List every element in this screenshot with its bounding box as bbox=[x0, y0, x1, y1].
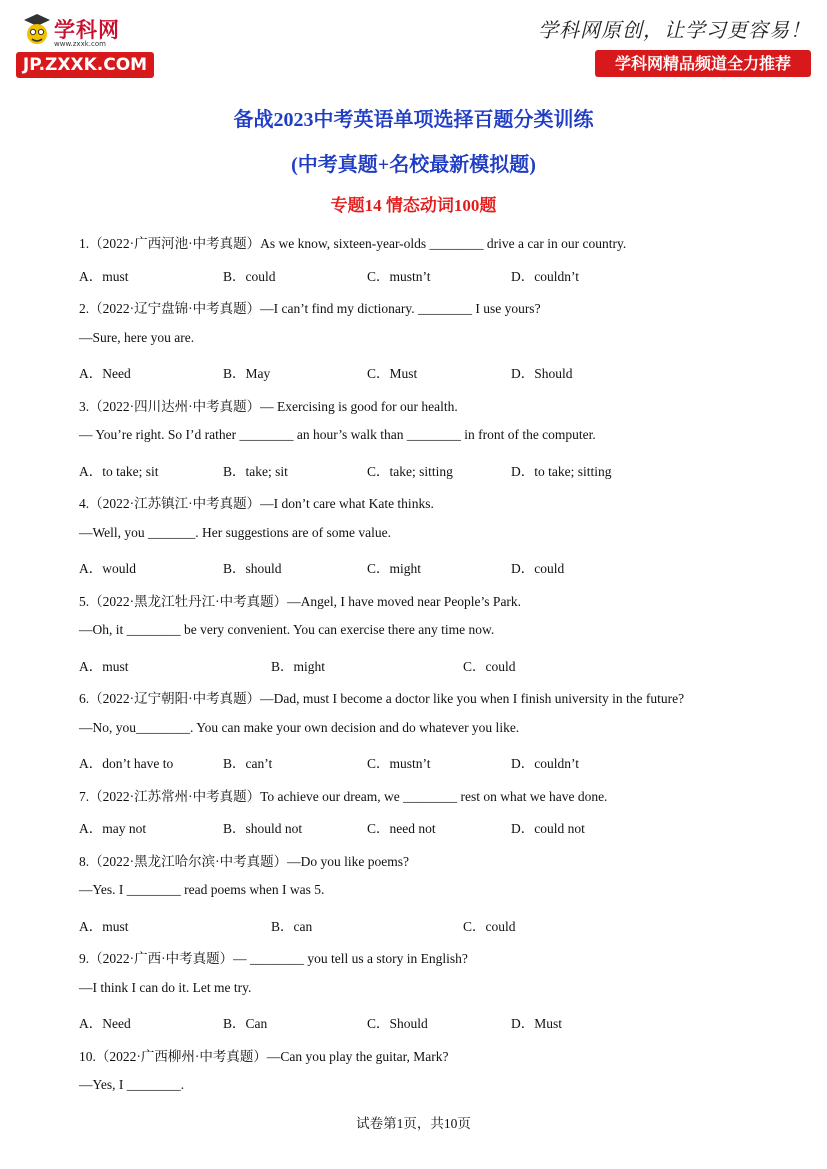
recommend-banner: 学科网精品频道全力推荐 bbox=[595, 50, 811, 77]
question-9-option-c: C．Should bbox=[367, 1016, 428, 1031]
question-3-line-2: — You’re right. So I’d rather ________ an hour’s walk than ________ in front of the computer. bbox=[79, 427, 596, 442]
question-2-stem: 2.（2022·辽宁盘锦·中考真题）—I can’t find my dictionary. ________ I use yours? bbox=[79, 301, 541, 316]
question-10-stem: 10.（2022·广西柳州·中考真题）—Can you play the guitar, Mark? bbox=[79, 1049, 449, 1064]
question-8-stem: 8.（2022·黑龙江哈尔滨·中考真题）—Do you like poems? bbox=[79, 854, 409, 869]
logo-url: www.zxxk.com bbox=[54, 40, 106, 48]
logo-name: 学科网 bbox=[54, 18, 120, 42]
question-8-option-a: A．must bbox=[79, 919, 129, 934]
question-6-stem: 6.（2022·辽宁朝阳·中考真题）—Dad, must I become a doctor like you when I finish university in the future? bbox=[79, 691, 685, 706]
logo bbox=[16, 10, 156, 82]
question-10-line-2: —Yes, I ________. bbox=[79, 1077, 185, 1092]
question-5-line-2: —Oh, it ________ be very convenient. You can exercise there any time now. bbox=[79, 622, 495, 637]
question-2-option-c: C．Must bbox=[367, 366, 418, 381]
question-9-option-b: B．Can bbox=[223, 1016, 268, 1031]
question-2-option-d: D．Should bbox=[511, 366, 573, 381]
question-5-option-a: A．must bbox=[79, 659, 129, 674]
question-9-line-2: —I think I can do it. Let me try. bbox=[79, 980, 252, 995]
document-title: 备战2023中考英语单项选择百题分类训练 bbox=[233, 109, 594, 131]
question-4-option-a: A．would bbox=[79, 561, 136, 576]
question-9-option-a: A．Need bbox=[79, 1016, 131, 1031]
question-3-option-a: A．to take; sit bbox=[79, 464, 159, 479]
question-4-line-2: —Well, you _______. Her suggestions are of some value. bbox=[79, 525, 391, 540]
logo-banner: JP.ZXXK.COM bbox=[16, 52, 154, 78]
question-1-option-b: B．could bbox=[223, 269, 276, 284]
question-8-option-b: B．can bbox=[271, 919, 313, 934]
page-footer: 试卷第1页，共10页 bbox=[356, 1116, 471, 1131]
question-6-option-d: D．couldn’t bbox=[511, 756, 579, 771]
question-8-line-2: —Yes. I ________ read poems when I was 5. bbox=[79, 882, 325, 897]
question-5-stem: 5.（2022·黑龙江牡丹江·中考真题）—Angel, I have moved near People’s Park. bbox=[79, 594, 522, 609]
question-7-option-a: A．may not bbox=[79, 821, 147, 836]
question-7-option-b: B．should not bbox=[223, 821, 303, 836]
question-7-option-d: D．could not bbox=[511, 821, 585, 836]
question-4-option-d: D．could bbox=[511, 561, 565, 576]
question-4-stem: 4.（2022·江苏镇江·中考真题）—I don’t care what Kate thinks. bbox=[79, 496, 434, 511]
question-1-option-a: A．must bbox=[79, 269, 129, 284]
document-subtitle: (中考真题+名校最新模拟题) bbox=[291, 154, 536, 176]
graduate-mascot-icon bbox=[22, 12, 52, 50]
question-6-option-c: C．mustn’t bbox=[367, 756, 431, 771]
question-1-stem: 1.（2022·广西河池·中考真题）As we know, sixteen-year-olds ________ drive a car in our country. bbox=[79, 236, 627, 251]
question-5-option-b: B．might bbox=[271, 659, 326, 674]
question-8-option-c: C．could bbox=[463, 919, 516, 934]
question-6-option-a: A．don’t have to bbox=[79, 756, 174, 771]
question-6-option-b: B．can’t bbox=[223, 756, 273, 771]
topic-title: 专题14 情态动词100题 bbox=[330, 196, 497, 215]
question-4-option-b: B．should bbox=[223, 561, 282, 576]
question-7-option-c: C．need not bbox=[367, 821, 436, 836]
question-2-option-a: A．Need bbox=[79, 366, 131, 381]
question-1-option-d: D．couldn’t bbox=[511, 269, 579, 284]
question-2-option-b: B．May bbox=[223, 366, 271, 381]
question-3-option-c: C．take; sitting bbox=[367, 464, 453, 479]
question-3-option-d: D．to take; sitting bbox=[511, 464, 612, 479]
question-2-line-2: —Sure, here you are. bbox=[79, 330, 195, 345]
question-1-option-c: C．mustn’t bbox=[367, 269, 431, 284]
slogan: 学科网原创，让学习更容易！ bbox=[538, 18, 811, 42]
question-4-option-c: C．might bbox=[367, 561, 422, 576]
question-3-option-b: B．take; sit bbox=[223, 464, 288, 479]
question-5-option-c: C．could bbox=[463, 659, 516, 674]
question-6-line-2: —No, you________. You can make your own decision and do whatever you like. bbox=[79, 720, 520, 735]
question-3-stem: 3.（2022·四川达州·中考真题）— Exercising is good for our health. bbox=[79, 399, 458, 414]
question-9-stem: 9.（2022·广西·中考真题）— ________ you tell us a story in English? bbox=[79, 951, 468, 966]
question-9-option-d: D．Must bbox=[511, 1016, 563, 1031]
question-7-stem: 7.（2022·江苏常州·中考真题）To achieve our dream, we ________ rest on what we have done. bbox=[79, 789, 608, 804]
